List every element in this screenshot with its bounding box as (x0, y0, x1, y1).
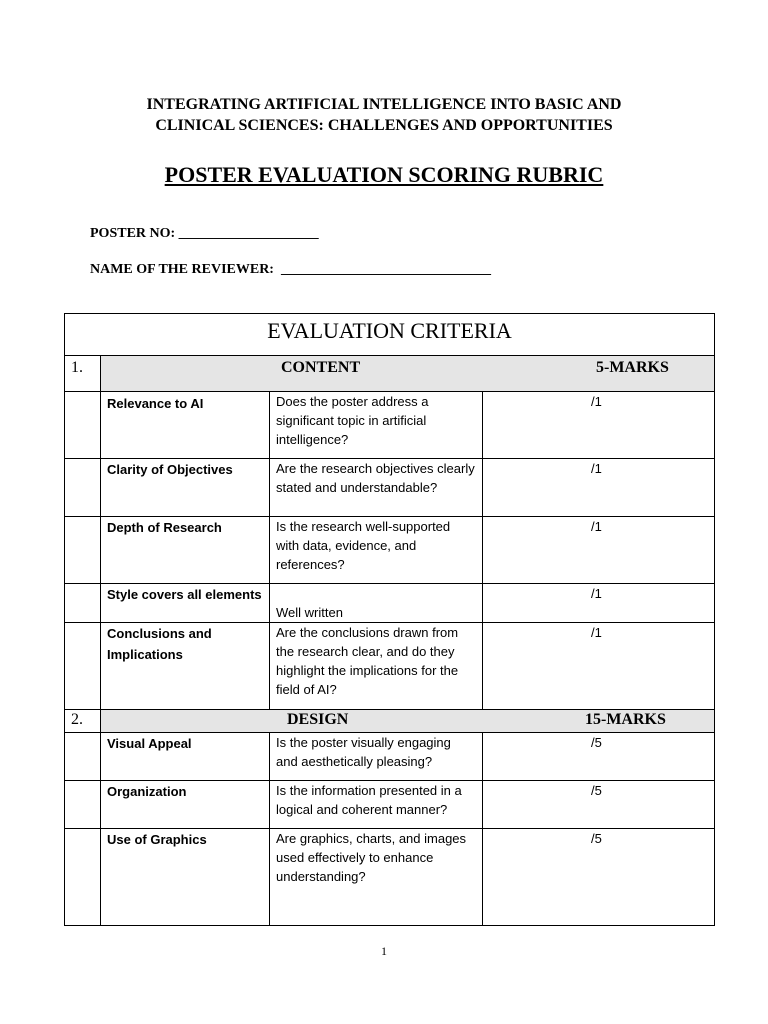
table-row (65, 517, 715, 584)
table-row (65, 829, 715, 926)
conference-title-line2: CLINICAL SCIENCES: CHALLENGES AND OPPORTUNITIES (155, 117, 613, 134)
table-row (65, 781, 715, 829)
score-cell[interactable]: /1 (483, 392, 715, 459)
evaluation-table (64, 313, 715, 926)
criterion-cell: Relevance to AI (101, 392, 270, 459)
score-cell[interactable]: /5 (483, 829, 715, 926)
row-number-cell (65, 623, 101, 710)
section-row-design (65, 710, 715, 733)
page-number: 1 (381, 944, 387, 958)
criterion-cell: Visual Appeal (101, 733, 270, 781)
criterion-cell: Conclusions and Implications (101, 623, 270, 710)
description-cell: Well written (270, 584, 483, 623)
evaluation-criteria-header: EVALUATION CRITERIA (65, 314, 715, 356)
description-cell: Is the poster visually engaging and aesthetically pleasing? (270, 733, 483, 781)
score-cell[interactable]: /5 (483, 733, 715, 781)
row-number-cell (65, 459, 101, 517)
section-header (101, 356, 715, 392)
section-marks: 5-MARKS (596, 359, 669, 376)
description-cell: Are the research objectives clearly stated and understandable? (270, 459, 483, 517)
criterion-cell: Use of Graphics (101, 829, 270, 926)
table-row (65, 392, 715, 459)
description-cell: Is the information presented in a logical and coherent manner? (270, 781, 483, 829)
score-cell[interactable]: /1 (483, 623, 715, 710)
description-cell: Is the research well-supported with data, evidence, and references? (270, 517, 483, 584)
criterion-cell: Style covers all elements (101, 584, 270, 623)
description-cell: Are graphics, charts, and images used effectively to enhance understanding? (270, 829, 483, 926)
score-cell[interactable]: /1 (483, 459, 715, 517)
criterion-cell: Organization (101, 781, 270, 829)
section-marks: 15-MARKS (585, 711, 666, 728)
description-cell: Does the poster address a significant topic in artificial intelligence? (270, 392, 483, 459)
table-row (65, 733, 715, 781)
description-cell: Are the conclusions drawn from the research clear, and do they highlight the implications for the field of AI? (270, 623, 483, 710)
table-row (65, 459, 715, 517)
criterion-cell: Clarity of Objectives (101, 459, 270, 517)
score-cell[interactable]: /5 (483, 781, 715, 829)
row-number-cell (65, 781, 101, 829)
table-row (65, 623, 715, 710)
row-number-cell (65, 517, 101, 584)
row-number-cell (65, 392, 101, 459)
table-row (65, 584, 715, 623)
section-header (101, 710, 715, 733)
criterion-cell: Depth of Research (101, 517, 270, 584)
section-number: 1. (65, 356, 101, 392)
section-name: CONTENT (281, 359, 361, 376)
score-cell[interactable]: /1 (483, 584, 715, 623)
row-number-cell (65, 733, 101, 781)
poster-no-field[interactable]: POSTER NO: ____________________ (90, 226, 319, 241)
conference-title-line1: INTEGRATING ARTIFICIAL INTELLIGENCE INTO BASIC AND (146, 96, 622, 113)
row-number-cell (65, 584, 101, 623)
section-name: DESIGN (287, 711, 349, 728)
section-row-content (65, 356, 715, 392)
reviewer-name-field[interactable]: NAME OF THE REVIEWER: ______________________________ (90, 262, 491, 277)
score-cell[interactable]: /1 (483, 517, 715, 584)
row-number-cell (65, 829, 101, 926)
conference-title (0, 94, 768, 136)
section-number: 2. (65, 710, 101, 733)
rubric-title: POSTER EVALUATION SCORING RUBRIC (164, 162, 604, 187)
